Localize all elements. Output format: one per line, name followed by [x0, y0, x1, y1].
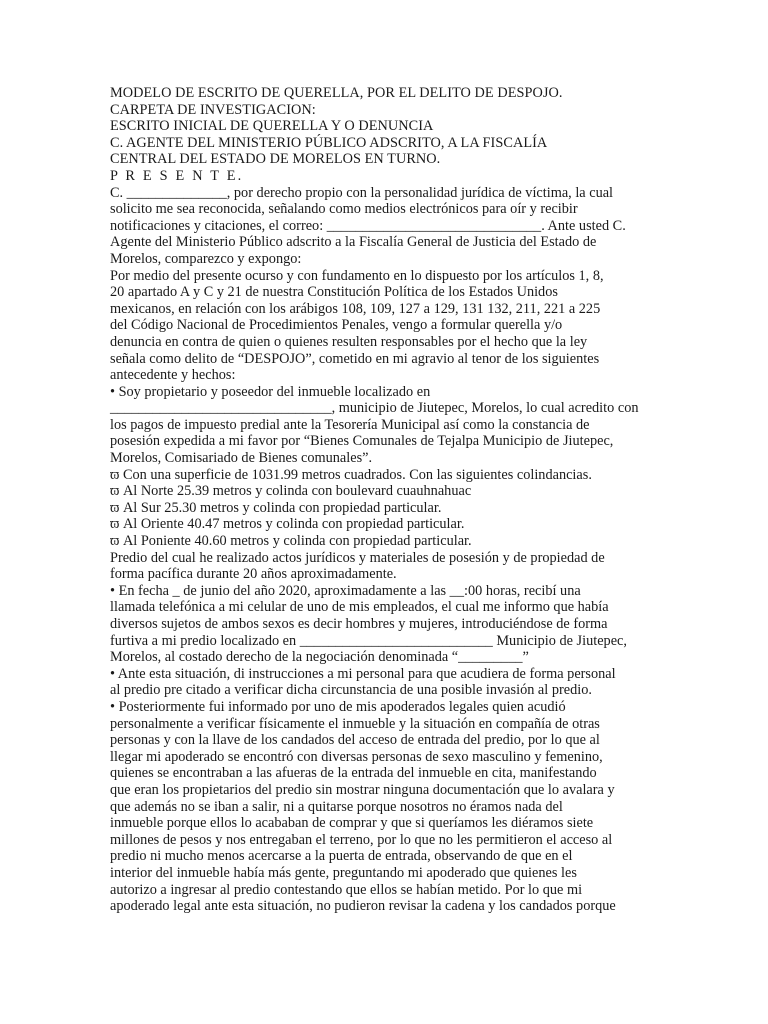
bullet-line: • Posteriormente fui informado por uno de mis apoderados legales quien acudió: [110, 698, 566, 715]
body-line: Predio del cual he realizado actos jurídicos y materiales de posesión y de propiedad de: [110, 549, 605, 566]
body-line: antecedente y hechos:: [110, 367, 236, 384]
body-line: Morelos, comparezco y expongo:: [110, 250, 302, 267]
body-line: interior del inmueble había más gente, preguntando mi apoderado que quienes les: [110, 864, 577, 881]
body-line: diversos sujetos de ambos sexos es decir hombres y mujeres, introduciéndose de forma: [110, 616, 608, 632]
body-line: llegar mi apoderado se encontró con diversas personas de sexo masculino y femenino,: [110, 748, 603, 765]
body-line: personalmente a verificar físicamente el inmueble y la situación en compañía de otras: [110, 715, 600, 732]
body-line: apoderado legal ante esta situación, no pudieron revisar la cadena y los candados porque: [110, 898, 616, 915]
body-line: que eran los propietarios del predio sin mostrar ninguna documentación que lo avalara y: [110, 781, 615, 798]
boundary-line: ϖ Al Sur 25.30 metros y colinda con propiedad particular.: [110, 499, 442, 516]
body-line: forma pacífica durante 20 años aproximadamente.: [110, 566, 397, 583]
body-line: posesión expedida a mi favor por “Bienes Comunales de Tejalpa Municipio de Jiutepec,: [110, 433, 614, 450]
body-line: llamada telefónica a mi celular de uno de mis empleados, el cual me informo que había: [110, 599, 609, 616]
addressee-line: CENTRAL DEL ESTADO DE MORELOS EN TURNO.: [110, 151, 441, 168]
body-line: autorizo a ingresar al predio contestando que ellos se habían metido. Por lo que mi: [110, 881, 583, 898]
body-line: señala como delito de “DESPOJO”, cometido en mi agravio al tenor de los siguientes: [110, 350, 600, 367]
body-line: mexicanos, en relación con los arábigos 108, 109, 127 a 129, 131 132, 211, 221 a 225: [110, 300, 601, 317]
bullet-line: • En fecha _ de junio del año 2020, aproximadamente a las __:00 horas, recibí una: [110, 582, 581, 599]
body-line: Agente del Ministerio Público adscrito a la Fiscalía General de Justicia del Estado de: [110, 234, 597, 251]
boundary-line: ϖ Con una superficie de 1031.99 metros cuadrados. Con las siguientes colindancias.: [110, 466, 592, 483]
bullet-line: • Soy propietario y poseedor del inmueble localizado en: [110, 383, 431, 400]
body-line: inmueble porque ellos lo acababan de comprar y que si queríamos les diéramos siete: [110, 815, 594, 832]
body-line: furtiva a mi predio localizado en ___________________________ Municipio de Jiutepec,: [110, 632, 627, 649]
body-line: _______________________________, municipio de Jiutepec, Morelos, lo cual acredito con: [110, 400, 639, 417]
boundary-line: ϖ Al Norte 25.39 metros y colinda con boulevard cuauhnahuac: [110, 483, 472, 500]
body-line: personas y con la llave de los candados del acceso de entrada del predio, por lo que al: [110, 732, 600, 749]
body-line: 20 apartado A y C y 21 de nuestra Constitución Política de los Estados Unidos: [110, 284, 558, 301]
body-line: Morelos, al costado derecho de la negociación denominada “_________”: [110, 649, 529, 666]
body-line: millones de pesos y nos entregaban el terreno, por lo que no les permitieron el acceso al: [110, 831, 613, 848]
body-line: quienes se encontraban a las afueras de la entrada del inmueble en cita, manifestando: [110, 765, 597, 782]
case-file-line: CARPETA DE INVESTIGACION:: [110, 101, 316, 118]
boundary-line: ϖ Al Oriente 40.47 metros y colinda con propiedad particular.: [110, 516, 465, 533]
boundary-line: ϖ Al Poniente 40.60 metros y colinda con propiedad particular.: [110, 533, 472, 550]
body-line: Por medio del presente ocurso y con fundamento en lo dispuesto por los artículos 1, 8,: [110, 267, 604, 284]
body-line: denuncia en contra de quien o quienes resulten responsables por el hecho que la ley: [110, 333, 588, 350]
body-line: del Código Nacional de Procedimientos Penales, vengo a formular querella y/o: [110, 317, 563, 334]
body-line: los pagos de impuesto predial ante la Tesorería Municipal así como la constancia de: [110, 416, 590, 433]
body-line: que además no se iban a salir, ni a quitarse porque nosotros no éramos nada del: [110, 798, 563, 815]
document-body: [110, 85, 660, 915]
body-line: notificaciones y citaciones, el correo: ______________________________. Ante usted C.: [110, 217, 626, 234]
body-line: solicito me sea reconocida, señalando como medios electrónicos para oír y recibir: [110, 201, 578, 218]
document-title: MODELO DE ESCRITO DE QUERELLA, POR EL DELITO DE DESPOJO.: [110, 85, 563, 101]
presente-line: P R E S E N T E.: [110, 167, 244, 184]
addressee-line: C. AGENTE DEL MINISTERIO PÚBLICO ADSCRITO, A LA FISCALÍA: [110, 134, 548, 151]
body-line: C. ______________, por derecho propio con la personalidad jurídica de víctima, la cual: [110, 184, 614, 201]
body-line: predio ni mucho menos acercarse a la puerta de entrada, observando de que en el: [110, 848, 573, 865]
document-subtitle: ESCRITO INICIAL DE QUERELLA Y O DENUNCIA: [110, 118, 434, 135]
body-line: al predio pre citado a verificar dicha circunstancia de una posible invasión al predio.: [110, 682, 592, 699]
bullet-line: • Ante esta situación, di instrucciones a mi personal para que acudiera de forma personal: [110, 665, 616, 682]
body-line: Morelos, Comisariado de Bienes comunales”.: [110, 450, 373, 467]
